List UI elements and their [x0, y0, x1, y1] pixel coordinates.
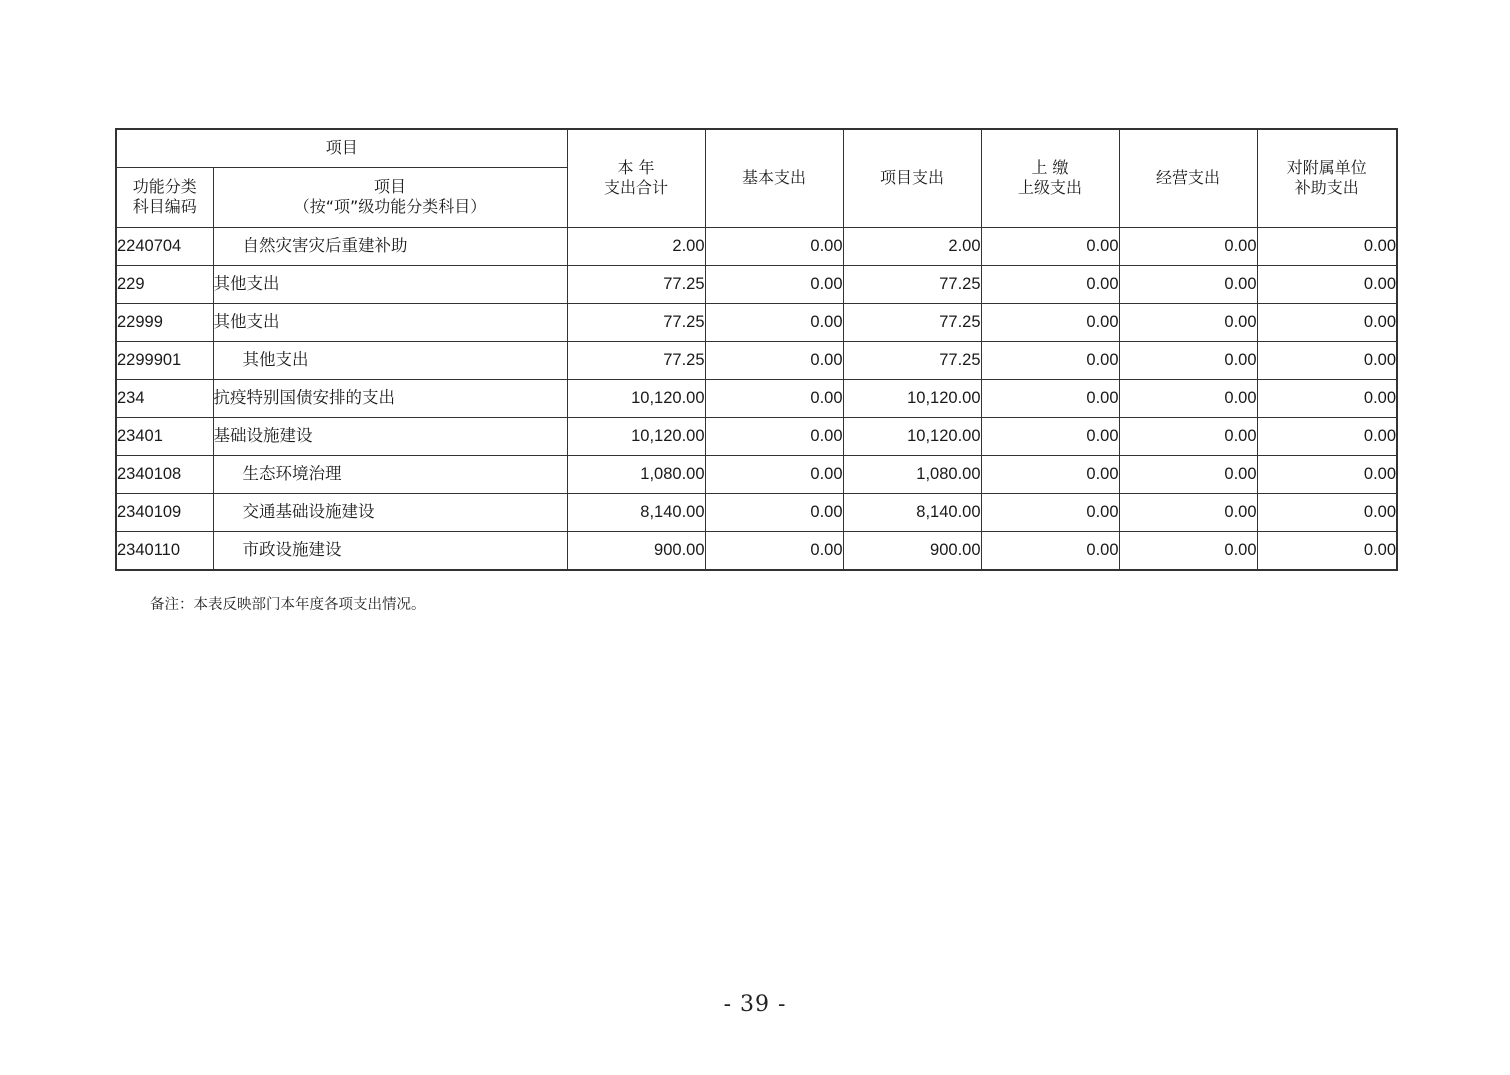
- cell-basic: 0.00: [705, 531, 843, 570]
- cell-upper: 0.00: [981, 417, 1119, 455]
- expenditure-table: [115, 128, 1398, 571]
- cell-name: 生态环境治理: [213, 455, 567, 493]
- table-row: [116, 265, 1397, 303]
- cell-basic: 0.00: [705, 265, 843, 303]
- cell-subsidy: 0.00: [1257, 379, 1397, 417]
- cell-subsidy: 0.00: [1257, 493, 1397, 531]
- cell-code: 234: [116, 379, 213, 417]
- cell-upper: 0.00: [981, 265, 1119, 303]
- cell-total: 8,140.00: [567, 493, 705, 531]
- header-project: 项目支出: [843, 129, 981, 227]
- cell-total: 77.25: [567, 265, 705, 303]
- header-project-group: 项目: [116, 129, 567, 167]
- cell-code: 23401: [116, 417, 213, 455]
- cell-project: 1,080.00: [843, 455, 981, 493]
- header-total-line2: 支出合计: [604, 178, 669, 198]
- cell-subsidy: 0.00: [1257, 303, 1397, 341]
- cell-upper: 0.00: [981, 531, 1119, 570]
- cell-code: 229: [116, 265, 213, 303]
- cell-basic: 0.00: [705, 341, 843, 379]
- table-note: 备注：本表反映部门本年度各项支出情况。: [150, 597, 426, 613]
- cell-upper: 0.00: [981, 303, 1119, 341]
- cell-business: 0.00: [1119, 303, 1257, 341]
- cell-total: 10,120.00: [567, 379, 705, 417]
- table-row: [116, 303, 1397, 341]
- cell-name: 市政设施建设: [213, 531, 567, 570]
- header-code-line2: 科目编码: [132, 197, 197, 216]
- cell-total: 77.25: [567, 341, 705, 379]
- table-row: [116, 531, 1397, 570]
- cell-business: 0.00: [1119, 531, 1257, 570]
- table-row: [116, 493, 1397, 531]
- header-item: [213, 167, 567, 227]
- cell-name: 抗疫特别国债安排的支出: [213, 379, 567, 417]
- cell-business: 0.00: [1119, 455, 1257, 493]
- cell-business: 0.00: [1119, 227, 1257, 265]
- cell-subsidy: 0.00: [1257, 265, 1397, 303]
- cell-name: 其他支出: [213, 341, 567, 379]
- table-row: [116, 341, 1397, 379]
- cell-name: 自然灾害灾后重建补助: [213, 227, 567, 265]
- header-subsidy-line1: 对附属单位: [1286, 158, 1367, 178]
- cell-upper: 0.00: [981, 227, 1119, 265]
- cell-code: 2340109: [116, 493, 213, 531]
- header-total: [567, 129, 705, 227]
- cell-project: 77.25: [843, 265, 981, 303]
- cell-project: 10,120.00: [843, 417, 981, 455]
- header-subsidy-line2: 补助支出: [1294, 178, 1359, 198]
- cell-code: 2340108: [116, 455, 213, 493]
- table-row: [116, 227, 1397, 265]
- page-number: - 39 -: [723, 992, 787, 1017]
- cell-subsidy: 0.00: [1257, 417, 1397, 455]
- header-upper-line1: 上 缴: [1031, 158, 1069, 178]
- cell-project: 2.00: [843, 227, 981, 265]
- cell-project: 77.25: [843, 341, 981, 379]
- cell-business: 0.00: [1119, 493, 1257, 531]
- cell-subsidy: 0.00: [1257, 341, 1397, 379]
- cell-basic: 0.00: [705, 493, 843, 531]
- cell-business: 0.00: [1119, 265, 1257, 303]
- cell-project: 77.25: [843, 303, 981, 341]
- cell-basic: 0.00: [705, 227, 843, 265]
- cell-project: 10,120.00: [843, 379, 981, 417]
- cell-upper: 0.00: [981, 493, 1119, 531]
- table-row: [116, 417, 1397, 455]
- cell-project: 8,140.00: [843, 493, 981, 531]
- cell-total: 2.00: [567, 227, 705, 265]
- cell-name: 交通基础设施建设: [213, 493, 567, 531]
- cell-subsidy: 0.00: [1257, 227, 1397, 265]
- header-basic: 基本支出: [705, 129, 843, 227]
- cell-code: 2340110: [116, 531, 213, 570]
- cell-name: 其他支出: [213, 265, 567, 303]
- cell-basic: 0.00: [705, 455, 843, 493]
- header-business: 经营支出: [1119, 129, 1257, 227]
- header-item-line1: 项目: [374, 177, 407, 196]
- cell-total: 10,120.00: [567, 417, 705, 455]
- header-total-line1: 本 年: [617, 158, 655, 178]
- cell-code: 2299901: [116, 341, 213, 379]
- header-upper-line2: 上级支出: [1018, 178, 1083, 198]
- header-code-line1: 功能分类: [132, 177, 197, 196]
- table-row: [116, 455, 1397, 493]
- cell-subsidy: 0.00: [1257, 531, 1397, 570]
- cell-business: 0.00: [1119, 341, 1257, 379]
- table-header: [116, 129, 1397, 227]
- cell-basic: 0.00: [705, 379, 843, 417]
- cell-name: 其他支出: [213, 303, 567, 341]
- header-item-line2: （按“项”级功能分类科目）: [293, 197, 487, 216]
- header-upper: [981, 129, 1119, 227]
- cell-code: 2240704: [116, 227, 213, 265]
- cell-name: 基础设施建设: [213, 417, 567, 455]
- cell-basic: 0.00: [705, 417, 843, 455]
- cell-upper: 0.00: [981, 379, 1119, 417]
- cell-upper: 0.00: [981, 341, 1119, 379]
- cell-subsidy: 0.00: [1257, 455, 1397, 493]
- cell-basic: 0.00: [705, 303, 843, 341]
- header-code: [116, 167, 213, 227]
- cell-total: 1,080.00: [567, 455, 705, 493]
- cell-total: 900.00: [567, 531, 705, 570]
- table-body: [116, 227, 1397, 570]
- cell-upper: 0.00: [981, 455, 1119, 493]
- header-subsidy: [1257, 129, 1397, 227]
- cell-business: 0.00: [1119, 417, 1257, 455]
- cell-code: 22999: [116, 303, 213, 341]
- table-row: [116, 379, 1397, 417]
- cell-business: 0.00: [1119, 379, 1257, 417]
- cell-project: 900.00: [843, 531, 981, 570]
- cell-total: 77.25: [567, 303, 705, 341]
